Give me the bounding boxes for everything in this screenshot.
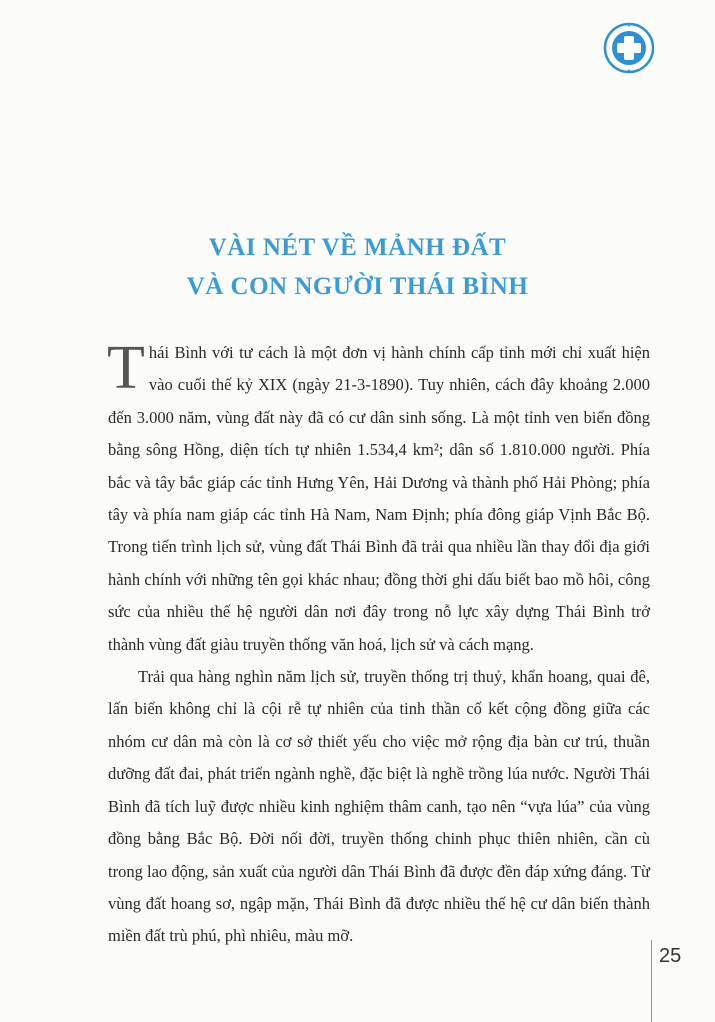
drop-cap: T — [107, 334, 145, 402]
title-line-1: VÀI NÉT VỀ MẢNH ĐẤT — [208, 234, 507, 261]
paragraph-2: Trải qua hàng nghìn năm lịch sử, truyền thống trị thuỷ, khẩn hoang, quai đê, lấn biển không chỉ là cội rễ tự nhiên của tinh thần cố kết cộng đồng giữa các nhóm cư dân mà còn là cơ sở thiết yếu cho việc mở rộng địa bàn cư trú, thuần dưỡng đất đai, phát triển ngành nghề, đặc biệt là nghề trồng lúa nước. Người Thái Bình đã tích luỹ được nhiều kinh nghiệm thâm canh, tạo nên “vựa lúa” của vùng đồng bằng Bắc Bộ. Đời nối đời, truyền thống chinh phục thiên nhiên, cần cù trong lao động, sản xuất của người dân Thái Bình đã được đền đáp xứng đáng. Từ vùng đất hoang sơ, ngập mặn, Thái Bình đã được nhiều thế hệ cư dân biến thành miền đất trù phú, phì nhiêu, màu mỡ. — [108, 667, 650, 946]
page-title — [0, 228, 715, 306]
paragraph-1 — [107, 334, 650, 661]
medical-cross-seal-icon — [603, 22, 655, 74]
body-text — [107, 334, 650, 953]
page-number: 25 — [659, 945, 682, 967]
paragraph-1-text: hái Bình với tư cách là một đơn vị hành chính cấp tỉnh mới chỉ xuất hiện vào cuối thế kỷ XIX (ngày 21-3-1890). Tuy nhiên, cách đây khoảng 2.000 đến 3.000 năm, vùng đất này đã có cư dân sinh sống. Là một tỉnh ven biển đồng bằng sông Hồng, diện tích tự nhiên 1.534,4 km²; dân số 1.810.000 người. Phía bắc và tây bắc giáp các tỉnh Hưng Yên, Hải Dương và thành phố Hải Phòng; phía tây và phía nam giáp các tỉnh Hà Nam, Nam Định; phía đông giáp Vịnh Bắc Bộ. Trong tiến trình lịch sử, vùng đất Thái Bình đã trải qua nhiều lần thay đổi địa giới hành chính với những tên gọi khác nhau; đồng thời ghi dấu biết bao mồ hôi, công sức của nhiều thế hệ người dân nơi đây trong nỗ lực xây dựng Thái Bình trở thành vùng đất giàu truyền thống văn hoá, lịch sử và cách mạng. — [108, 343, 650, 654]
title-line-2: VÀ CON NGƯỜI THÁI BÌNH — [186, 273, 529, 300]
page-number-divider — [651, 940, 652, 1022]
